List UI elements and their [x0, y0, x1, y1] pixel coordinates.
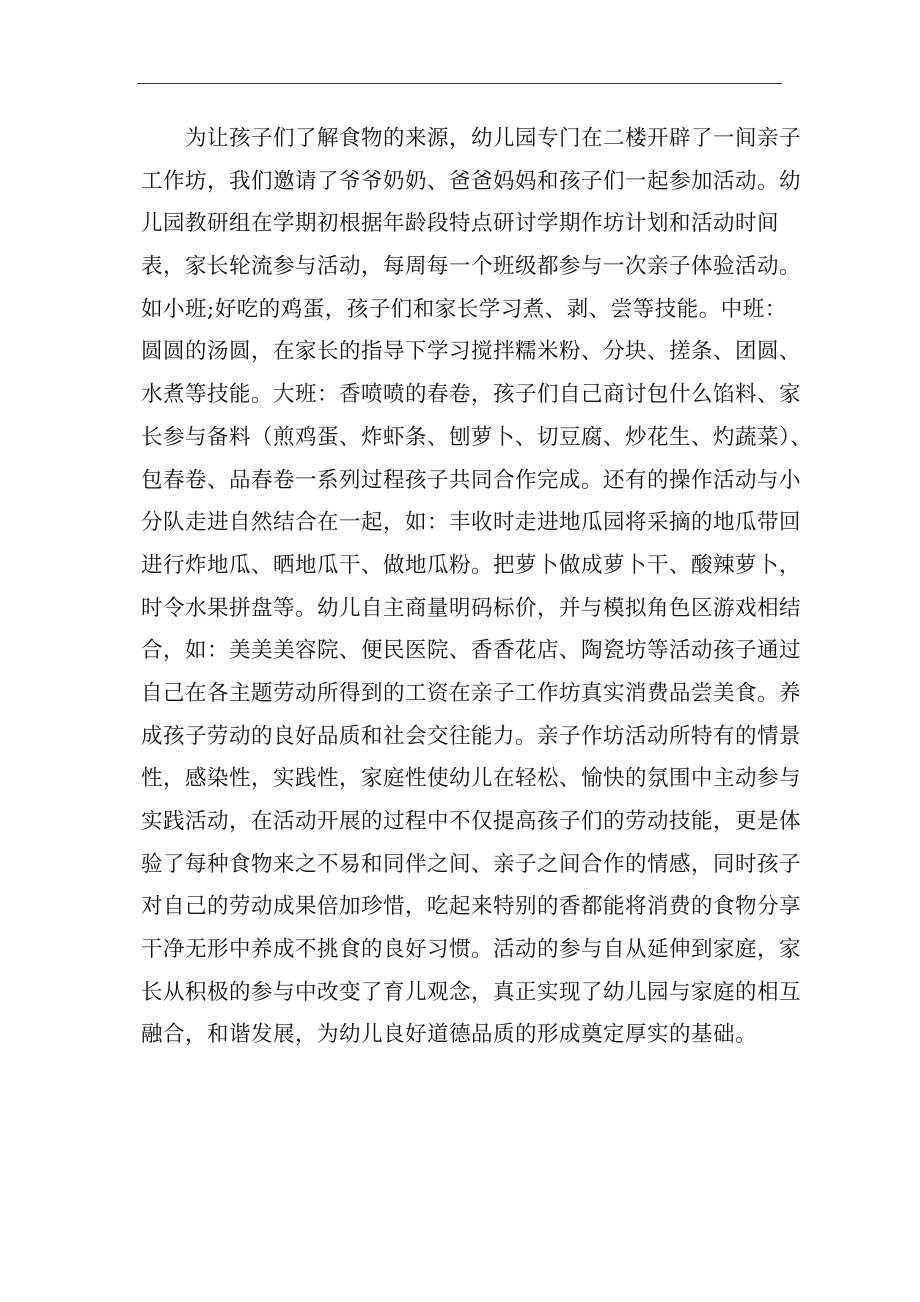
text-line: 性，感染性，实践性，家庭性使幼儿在轻松、愉快的氛围中主动参与	[141, 766, 802, 792]
text-line: 如小班;好吃的鸡蛋，孩子们和家长学习煮、剥、尝等技能。中班：	[141, 296, 787, 322]
text-line: 为让孩子们了解食物的来源，幼儿园专门在二楼开辟了一间亲子	[141, 126, 802, 151]
text-line: 对自己的劳动成果倍加珍惜，吃起来特别的香都能将消费的食物分享	[141, 894, 802, 920]
text-line: 进行炸地瓜、晒地瓜干、做地瓜粉。把萝卜做成萝卜干、酸辣萝卜，	[141, 552, 802, 578]
text-line: 水煮等技能。大班：香喷喷的春卷，孩子们自己商讨包什么馅料、家	[141, 382, 802, 408]
header-divider	[137, 83, 782, 84]
text-line: 工作坊，我们邀请了爷爷奶奶、爸爸妈妈和孩子们一起参加活动。幼	[141, 168, 802, 194]
text-line: 干净无形中养成不挑食的良好习惯。活动的参与自从延伸到家庭，家	[141, 937, 802, 963]
text-line: 自己在各主题劳动所得到的工资在亲子工作坊真实消费品尝美食。养	[141, 680, 802, 706]
text-line: 实践活动，在活动开展的过程中不仅提高孩子们的劳动技能，更是体	[141, 809, 802, 834]
text-line: 成孩子劳动的良好品质和社会交往能力。亲子作坊活动所特有的情景	[141, 723, 802, 749]
text-line: 时令水果拼盘等。幼儿自主商量明码标价，并与模拟角色区游戏相结	[141, 595, 802, 621]
text-line: 分队走进自然结合在一起，如：丰收时走进地瓜园将采摘的地瓜带回	[141, 510, 802, 536]
text-line: 包春卷、品春卷一系列过程孩子共同合作完成。还有的操作活动与小	[141, 467, 802, 493]
text-line: 表，家长轮流参与活动，每周每一个班级都参与一次亲子体验活动。	[141, 254, 802, 280]
text-line: 圆圆的汤圆，在家长的指导下学习搅拌糯米粉、分块、搓条、团圆、	[141, 339, 802, 365]
text-line: 儿园教研组在学期初根据年龄段特点研讨学期作坊计划和活动时间	[141, 211, 780, 237]
text-line: 验了每种食物来之不易和同伴之间、亲子之间合作的情感，同时孩子	[141, 851, 802, 877]
text-line: 长参与备料（煎鸡蛋、炸虾条、刨萝卜、切豆腐、炒花生、灼蔬菜）、	[141, 424, 813, 450]
text-line: 合，如：美美美容院、便民医院、香香花店、陶瓷坊等活动孩子通过	[141, 638, 802, 664]
text-line: 融合，和谐发展，为幼儿良好道德品质的形成奠定厚实的基础。	[141, 1022, 758, 1048]
text-line: 长从积极的参与中改变了育儿观念，真正实现了幼儿园与家庭的相互	[141, 979, 802, 1005]
body-paragraph	[141, 118, 813, 1057]
